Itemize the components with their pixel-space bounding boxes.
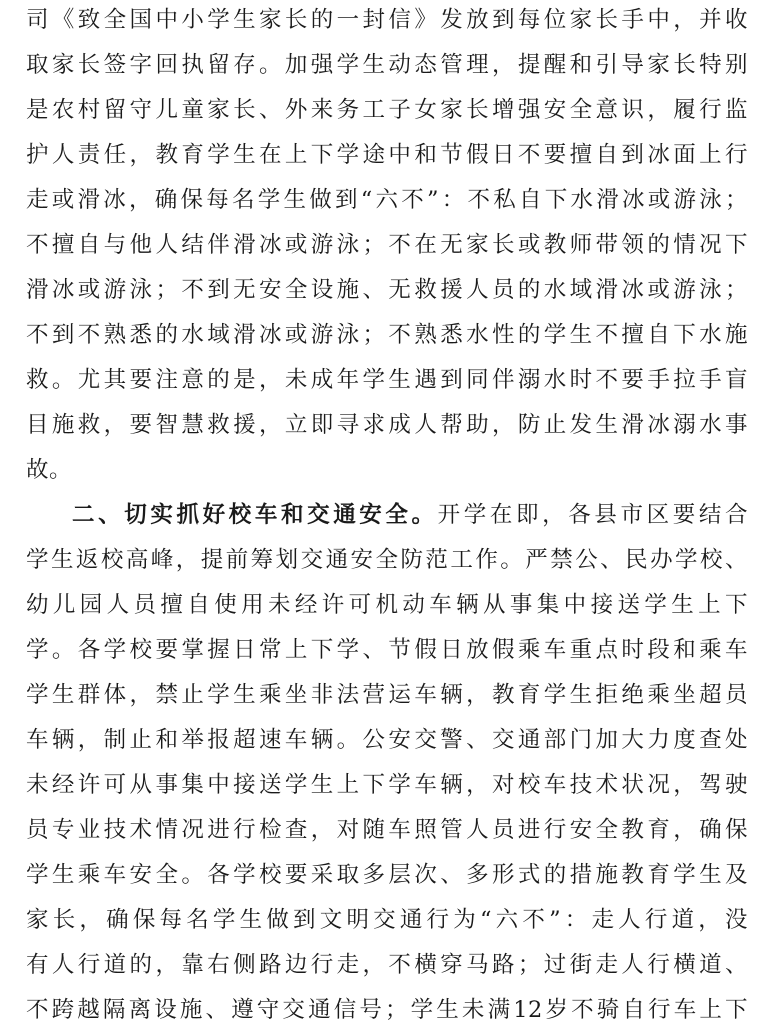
- text-line: 是农村留守儿童家长、外来务工子女家长增强安全意识，履行监: [26, 97, 748, 123]
- text-line: 员专业技术情况进行检查，对随车照管人员进行安全教育，确保: [26, 817, 748, 843]
- section-2-first-line: [26, 493, 748, 538]
- text-line: 幼儿园人员擅自使用未经许可机动车辆从事集中接送学生上下: [26, 592, 748, 618]
- text-line: 司《致全国中小学生家长的一封信》发放到每位家长手中，并收: [26, 7, 748, 33]
- text-line: 学生乘车安全。各学校要采取多层次、多形式的措施教育学生及: [26, 862, 748, 888]
- text-line: 走或滑冰，确保每名学生做到“六不”：不私自下水滑冰或游泳；: [26, 187, 748, 213]
- text-line: 目施救，要智慧救援，立即寻求成人帮助，防止发生滑冰溺水事: [26, 412, 748, 438]
- text-line: 不擅自与他人结伴滑冰或游泳；不在无家长或教师带领的情况下: [26, 232, 748, 258]
- text-line: 故。: [26, 457, 73, 483]
- text-line: 救。尤其要注意的是，未成年学生遇到同伴溺水时不要手拉手盲: [26, 367, 748, 393]
- text-line: 学。各学校要掌握日常上下学、节假日放假乘车重点时段和乘车: [26, 637, 748, 663]
- text-span: 开学在即，各县市区要结合: [437, 502, 748, 528]
- document-page: [26, 0, 748, 1033]
- text-line: 不跨越隔离设施、遵守交通信号；学生未满12岁不骑自行车上下: [26, 997, 748, 1023]
- section-heading: 二、切实抓好校车和交通安全。: [72, 502, 438, 528]
- text-line: 不到不熟悉的水域滑冰或游泳；不熟悉水性的学生不擅自下水施: [26, 322, 748, 348]
- text-line: 滑冰或游泳；不到无安全设施、无救援人员的水域滑冰或游泳；: [26, 277, 748, 303]
- text-line: 有人行道的，靠右侧路边行走，不横穿马路；过街走人行横道、: [26, 952, 748, 978]
- text-line: 学生群体，禁止学生乘坐非法营运车辆，教育学生拒绝乘坐超员: [26, 682, 748, 708]
- text-line: 取家长签字回执留存。加强学生动态管理，提醒和引导家长特别: [26, 52, 748, 78]
- text-line: 学生返校高峰，提前筹划交通安全防范工作。严禁公、民办学校、: [26, 547, 748, 573]
- text-line: 护人责任，教育学生在上下学途中和节假日不要擅自到冰面上行: [26, 142, 748, 168]
- text-line: 未经许可从事集中接送学生上下学车辆，对校车技术状况，驾驶: [26, 772, 748, 798]
- text-line: 车辆，制止和举报超速车辆。公安交警、交通部门加大力度查处: [26, 727, 748, 753]
- text-line: 家长，确保每名学生做到文明交通行为“六不”：走人行道，没: [26, 907, 748, 933]
